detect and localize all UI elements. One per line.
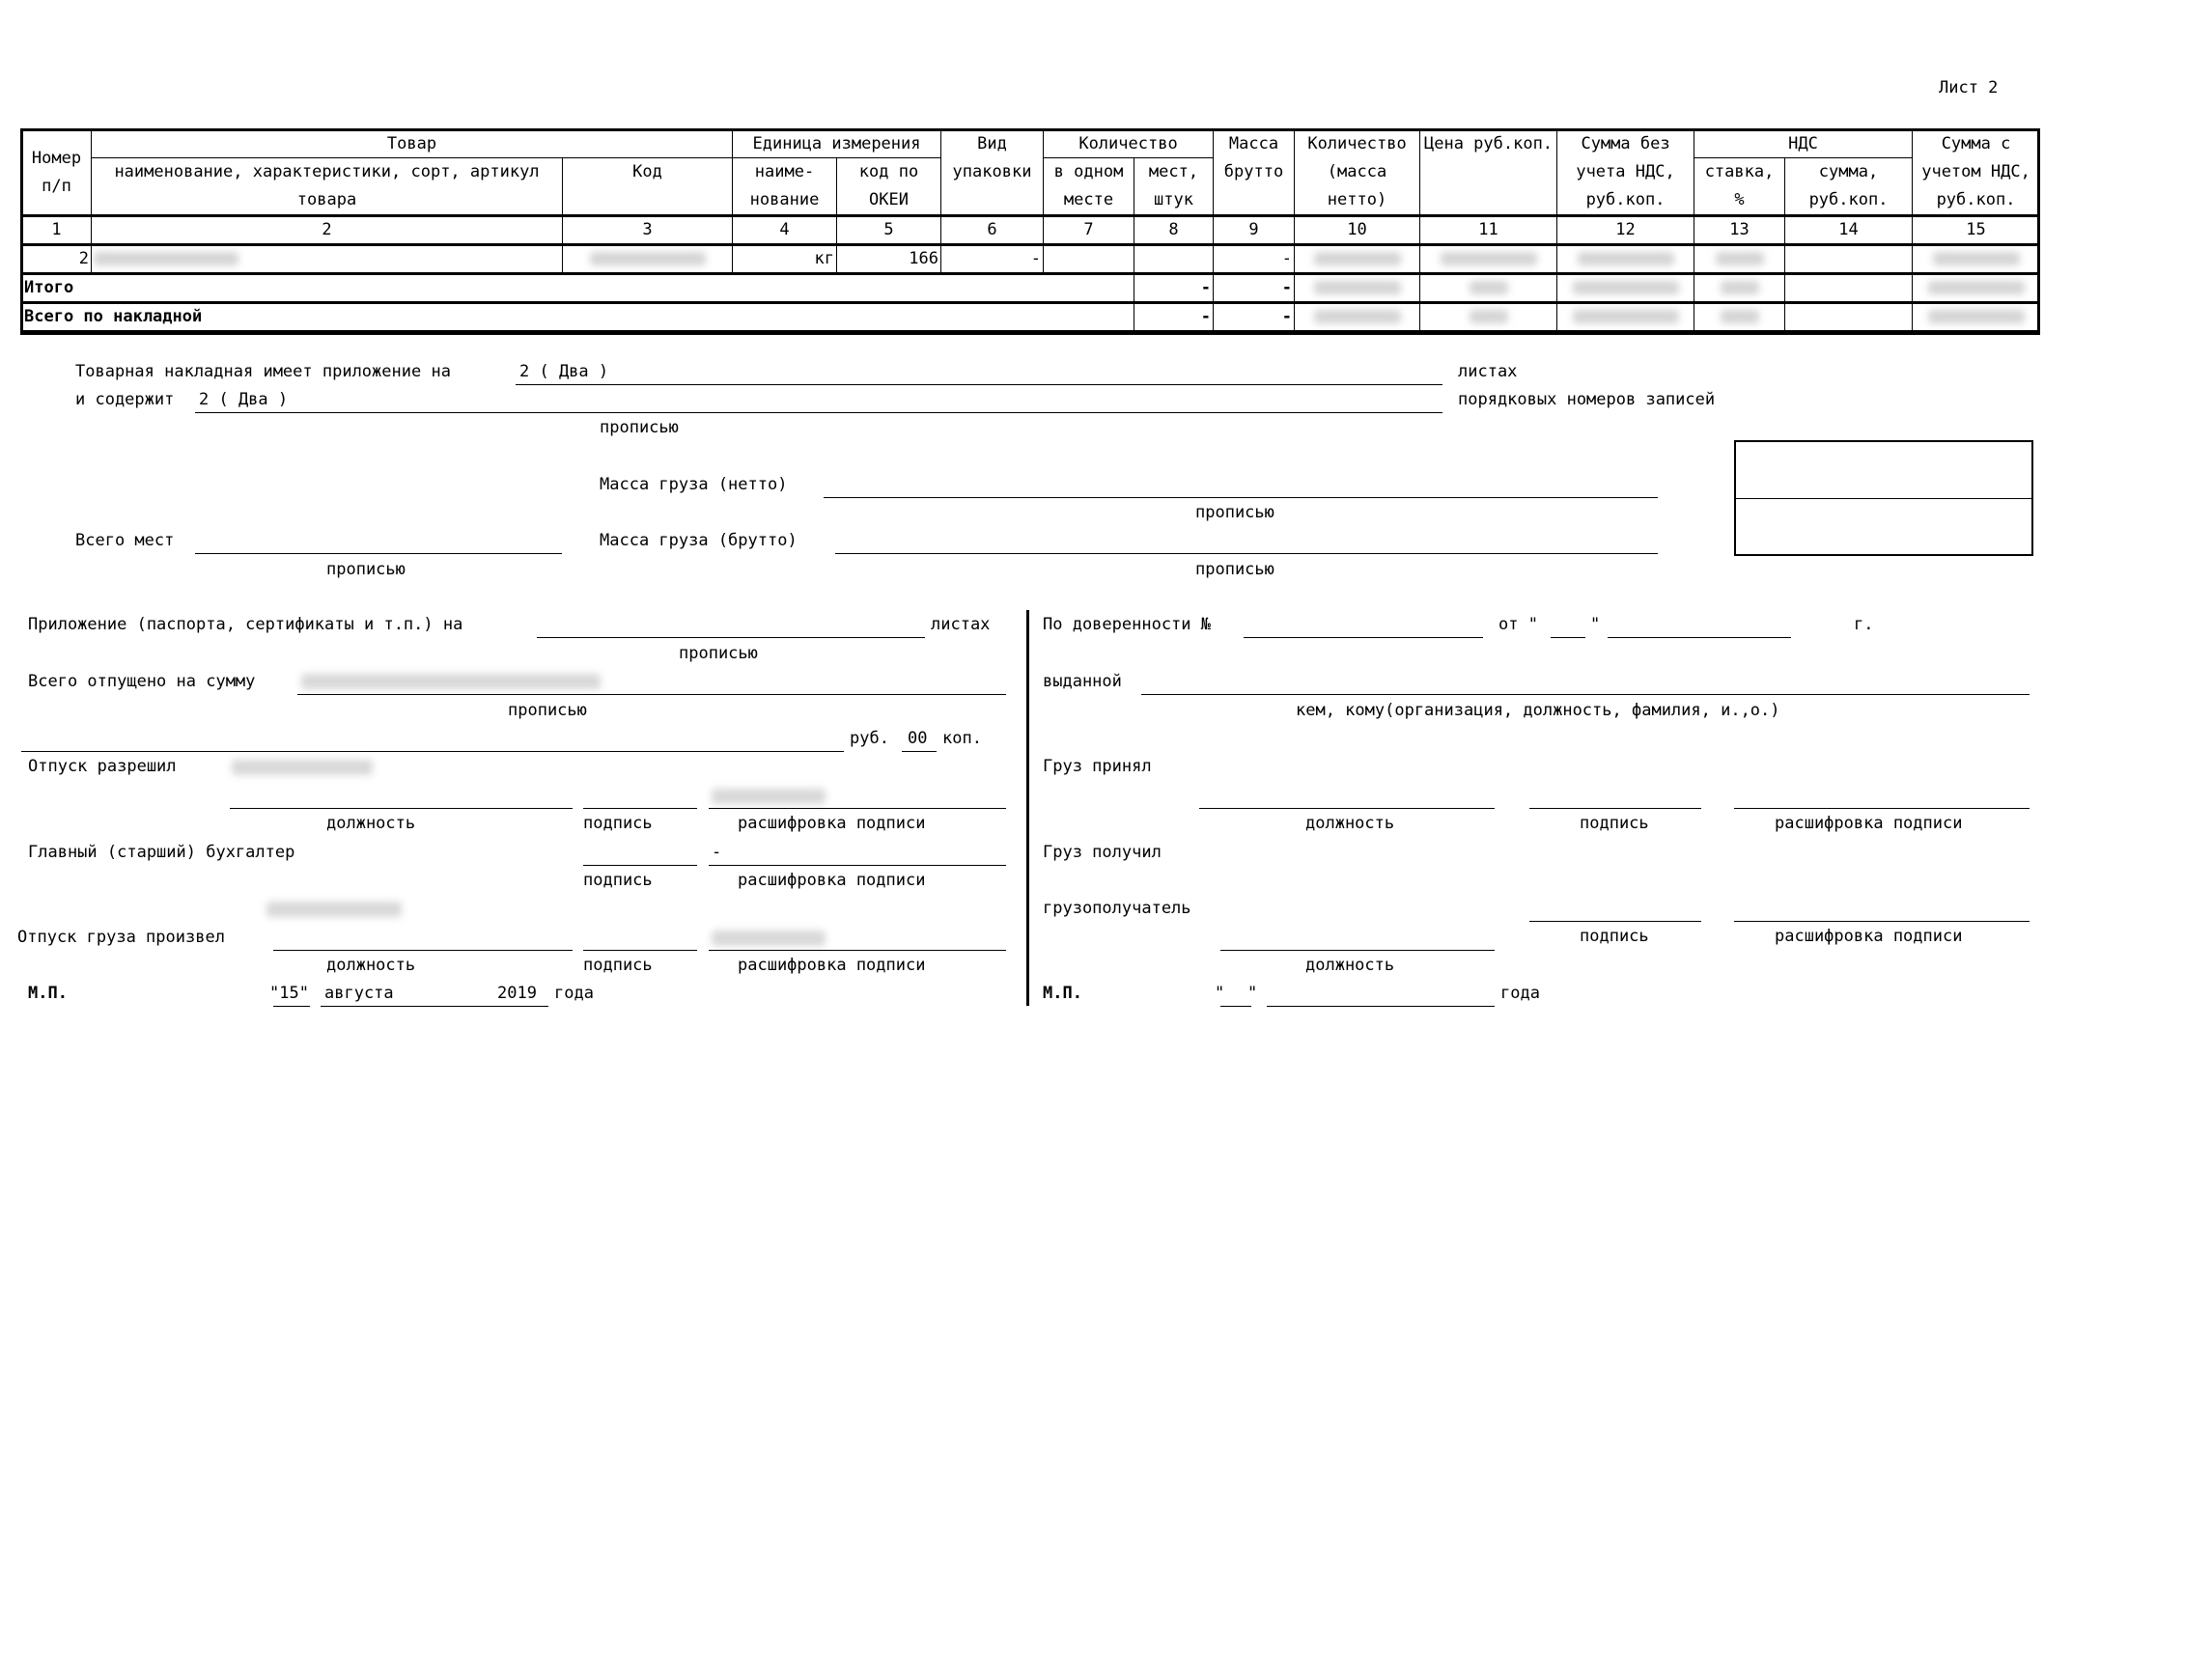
- kop-label: коп.: [942, 729, 982, 748]
- proxy-quote: ": [1590, 615, 1601, 634]
- total-label: Итого: [22, 274, 1134, 303]
- col-number: 3: [563, 216, 733, 245]
- grand-gross: -: [1214, 303, 1295, 332]
- total-places: -: [1134, 274, 1214, 303]
- row-num: 2: [22, 245, 92, 274]
- signature-caption: подпись: [1580, 927, 1649, 946]
- released-sum-label: Всего отпущено на сумму: [28, 672, 256, 691]
- by-whom-caption: кем, кому(организация, должность, фамилия, и.,о.): [1296, 701, 1780, 720]
- row-sum-novat: [1557, 245, 1694, 274]
- year-label: года: [1500, 984, 1540, 1003]
- col-number: 13: [1694, 216, 1785, 245]
- header-gross: Масса брутто: [1214, 130, 1295, 216]
- header-qty-one: в одном месте: [1044, 158, 1134, 216]
- row-price: [1420, 245, 1557, 274]
- grand-net: [1295, 303, 1420, 332]
- released-sum-value: [301, 674, 601, 689]
- mass-net-label: Масса груза (нетто): [600, 475, 788, 494]
- appendix-label: Приложение (паспорта, сертификаты и т.п.) на: [28, 615, 463, 634]
- header-num: Номер п/п: [22, 130, 92, 216]
- position-caption: должность: [1305, 814, 1395, 833]
- header-sum-vat: Сумма с учетом НДС, руб.коп.: [1913, 130, 2040, 216]
- col-number: 15: [1913, 216, 2040, 245]
- total-row: [22, 274, 2040, 303]
- propisyu-caption: прописью: [679, 644, 758, 663]
- header-goods-code: Код: [563, 158, 733, 216]
- kop-value: 00: [908, 729, 928, 748]
- grand-label: Всего по накладной: [22, 303, 1134, 332]
- propisyu-caption: прописью: [326, 560, 406, 579]
- grand-sum-novat: [1557, 303, 1694, 332]
- allowed-label: Отпуск разрешил: [28, 757, 177, 776]
- stamp-label: М.П.: [1043, 984, 1082, 1003]
- contains-value: 2 ( Два ): [199, 390, 289, 409]
- produced-name: [266, 902, 402, 917]
- header-vat-sum: сумма, руб.коп.: [1785, 158, 1913, 216]
- total-sum-vat: [1913, 274, 2040, 303]
- total-gross: -: [1214, 274, 1295, 303]
- propisyu-caption: прописью: [1195, 503, 1274, 522]
- header-unit-name: наиме-нование: [733, 158, 837, 216]
- row-pack: -: [941, 245, 1044, 274]
- total-sum-novat: [1557, 274, 1694, 303]
- attachment-value: 2 ( Два ): [519, 362, 609, 381]
- col-number: 2: [92, 216, 563, 245]
- grand-total-row: [22, 303, 2040, 332]
- col-number: 14: [1785, 216, 1913, 245]
- row-okei: 166: [837, 245, 941, 274]
- row-gross: -: [1214, 245, 1295, 274]
- position-caption: должность: [326, 956, 416, 975]
- total-vat-rate: [1694, 274, 1785, 303]
- total-vat-sum: [1785, 274, 1913, 303]
- accountant-label: Главный (старший) бухгалтер: [28, 843, 295, 862]
- produced-signature-decoding: [712, 931, 826, 946]
- proxy-label: По доверенности №: [1043, 615, 1211, 634]
- records-label: порядковых номеров записей: [1458, 390, 1716, 409]
- col-number: 7: [1044, 216, 1134, 245]
- grand-places: -: [1134, 303, 1214, 332]
- row-sum-vat: [1913, 245, 2040, 274]
- total-price: [1420, 274, 1557, 303]
- accepted-label: Груз принял: [1043, 757, 1152, 776]
- accountant-dash: -: [712, 843, 722, 862]
- release-day: "15": [269, 984, 309, 1003]
- header-net: Количество (масса нетто): [1295, 130, 1420, 216]
- header-price: Цена руб.коп.: [1420, 130, 1557, 216]
- grand-sum-vat: [1913, 303, 2040, 332]
- row-unit-name: кг: [733, 245, 837, 274]
- mass-gross-label: Масса груза (брутто): [600, 531, 798, 550]
- grand-vat-rate: [1694, 303, 1785, 332]
- row-vat-rate: [1694, 245, 1785, 274]
- signature-caption: подпись: [1580, 814, 1649, 833]
- issued-label: выданной: [1043, 672, 1122, 691]
- header-qty-places: мест, штук: [1134, 158, 1214, 216]
- header-unit: Единица измерения: [733, 130, 941, 158]
- sheet-label: Лист 2: [1939, 78, 1999, 97]
- header-goods: Товар: [92, 130, 733, 158]
- col-number: 8: [1134, 216, 1214, 245]
- header-sum-novat: Сумма без учета НДС, руб.коп.: [1557, 130, 1694, 216]
- grand-price: [1420, 303, 1557, 332]
- rub-label: руб.: [850, 729, 889, 748]
- proxy-from: от ": [1498, 615, 1538, 634]
- date-quote-close: ": [1247, 984, 1258, 1003]
- col-number: 11: [1420, 216, 1557, 245]
- propisyu-caption: прописью: [508, 701, 587, 720]
- row-qty-places: [1134, 245, 1214, 274]
- attachment-label: Товарная накладная имеет приложение на: [75, 362, 451, 381]
- release-year: 2019: [497, 984, 537, 1003]
- position-caption: должность: [326, 814, 416, 833]
- stamp-label: М.П.: [28, 984, 68, 1003]
- proxy-g: г.: [1854, 615, 1874, 634]
- year-label: года: [554, 984, 594, 1003]
- row-goods-code: [563, 245, 733, 274]
- total-places-label: Всего мест: [75, 531, 175, 550]
- col-number: 4: [733, 216, 837, 245]
- decoding-caption: расшифровка подписи: [738, 956, 926, 975]
- allowed-signature-decoding: [712, 789, 826, 804]
- header-unit-okei: код по ОКЕИ: [837, 158, 941, 216]
- goods-table: [21, 129, 2040, 333]
- total-net: [1295, 274, 1420, 303]
- position-caption: должность: [1305, 956, 1395, 975]
- contains-label: и содержит: [75, 390, 175, 409]
- date-quote-open: ": [1215, 984, 1225, 1003]
- decoding-caption: расшифровка подписи: [1775, 814, 1963, 833]
- row-net: [1295, 245, 1420, 274]
- received-label: Груз получил: [1043, 843, 1162, 862]
- col-number: 5: [837, 216, 941, 245]
- consignee-label: грузополучатель: [1043, 899, 1191, 918]
- row-qty-one: [1044, 245, 1134, 274]
- signature-caption: подпись: [583, 956, 653, 975]
- decoding-caption: расшифровка подписи: [738, 871, 926, 890]
- row-goods-name: [92, 245, 563, 274]
- decoding-caption: расшифровка подписи: [738, 814, 926, 833]
- appendix-sheets: листах: [931, 615, 991, 634]
- signature-caption: подпись: [583, 814, 653, 833]
- decoding-caption: расшифровка подписи: [1775, 927, 1963, 946]
- col-number: 10: [1295, 216, 1420, 245]
- col-number: 12: [1557, 216, 1694, 245]
- signature-caption: подпись: [583, 871, 653, 890]
- release-month: августа: [324, 984, 394, 1003]
- divider: [1026, 610, 1029, 1006]
- header-pack: Вид упаковки: [941, 130, 1044, 216]
- sheets-label: листах: [1458, 362, 1518, 381]
- grand-vat-sum: [1785, 303, 1913, 332]
- header-qty: Количество: [1044, 130, 1214, 158]
- propisyu-caption: прописью: [600, 418, 679, 437]
- header-vat-rate: ставка, %: [1694, 158, 1785, 216]
- allowed-name: [232, 760, 373, 775]
- header-vat: НДС: [1694, 130, 1913, 158]
- header-goods-name: наименование, характеристики, сорт, артикул товара: [92, 158, 563, 216]
- produced-label: Отпуск груза произвел: [17, 928, 225, 947]
- table-row: [22, 245, 2040, 274]
- col-number: 6: [941, 216, 1044, 245]
- propisyu-caption: прописью: [1195, 560, 1274, 579]
- col-number: 9: [1214, 216, 1295, 245]
- row-vat-sum: [1785, 245, 1913, 274]
- col-number: 1: [22, 216, 92, 245]
